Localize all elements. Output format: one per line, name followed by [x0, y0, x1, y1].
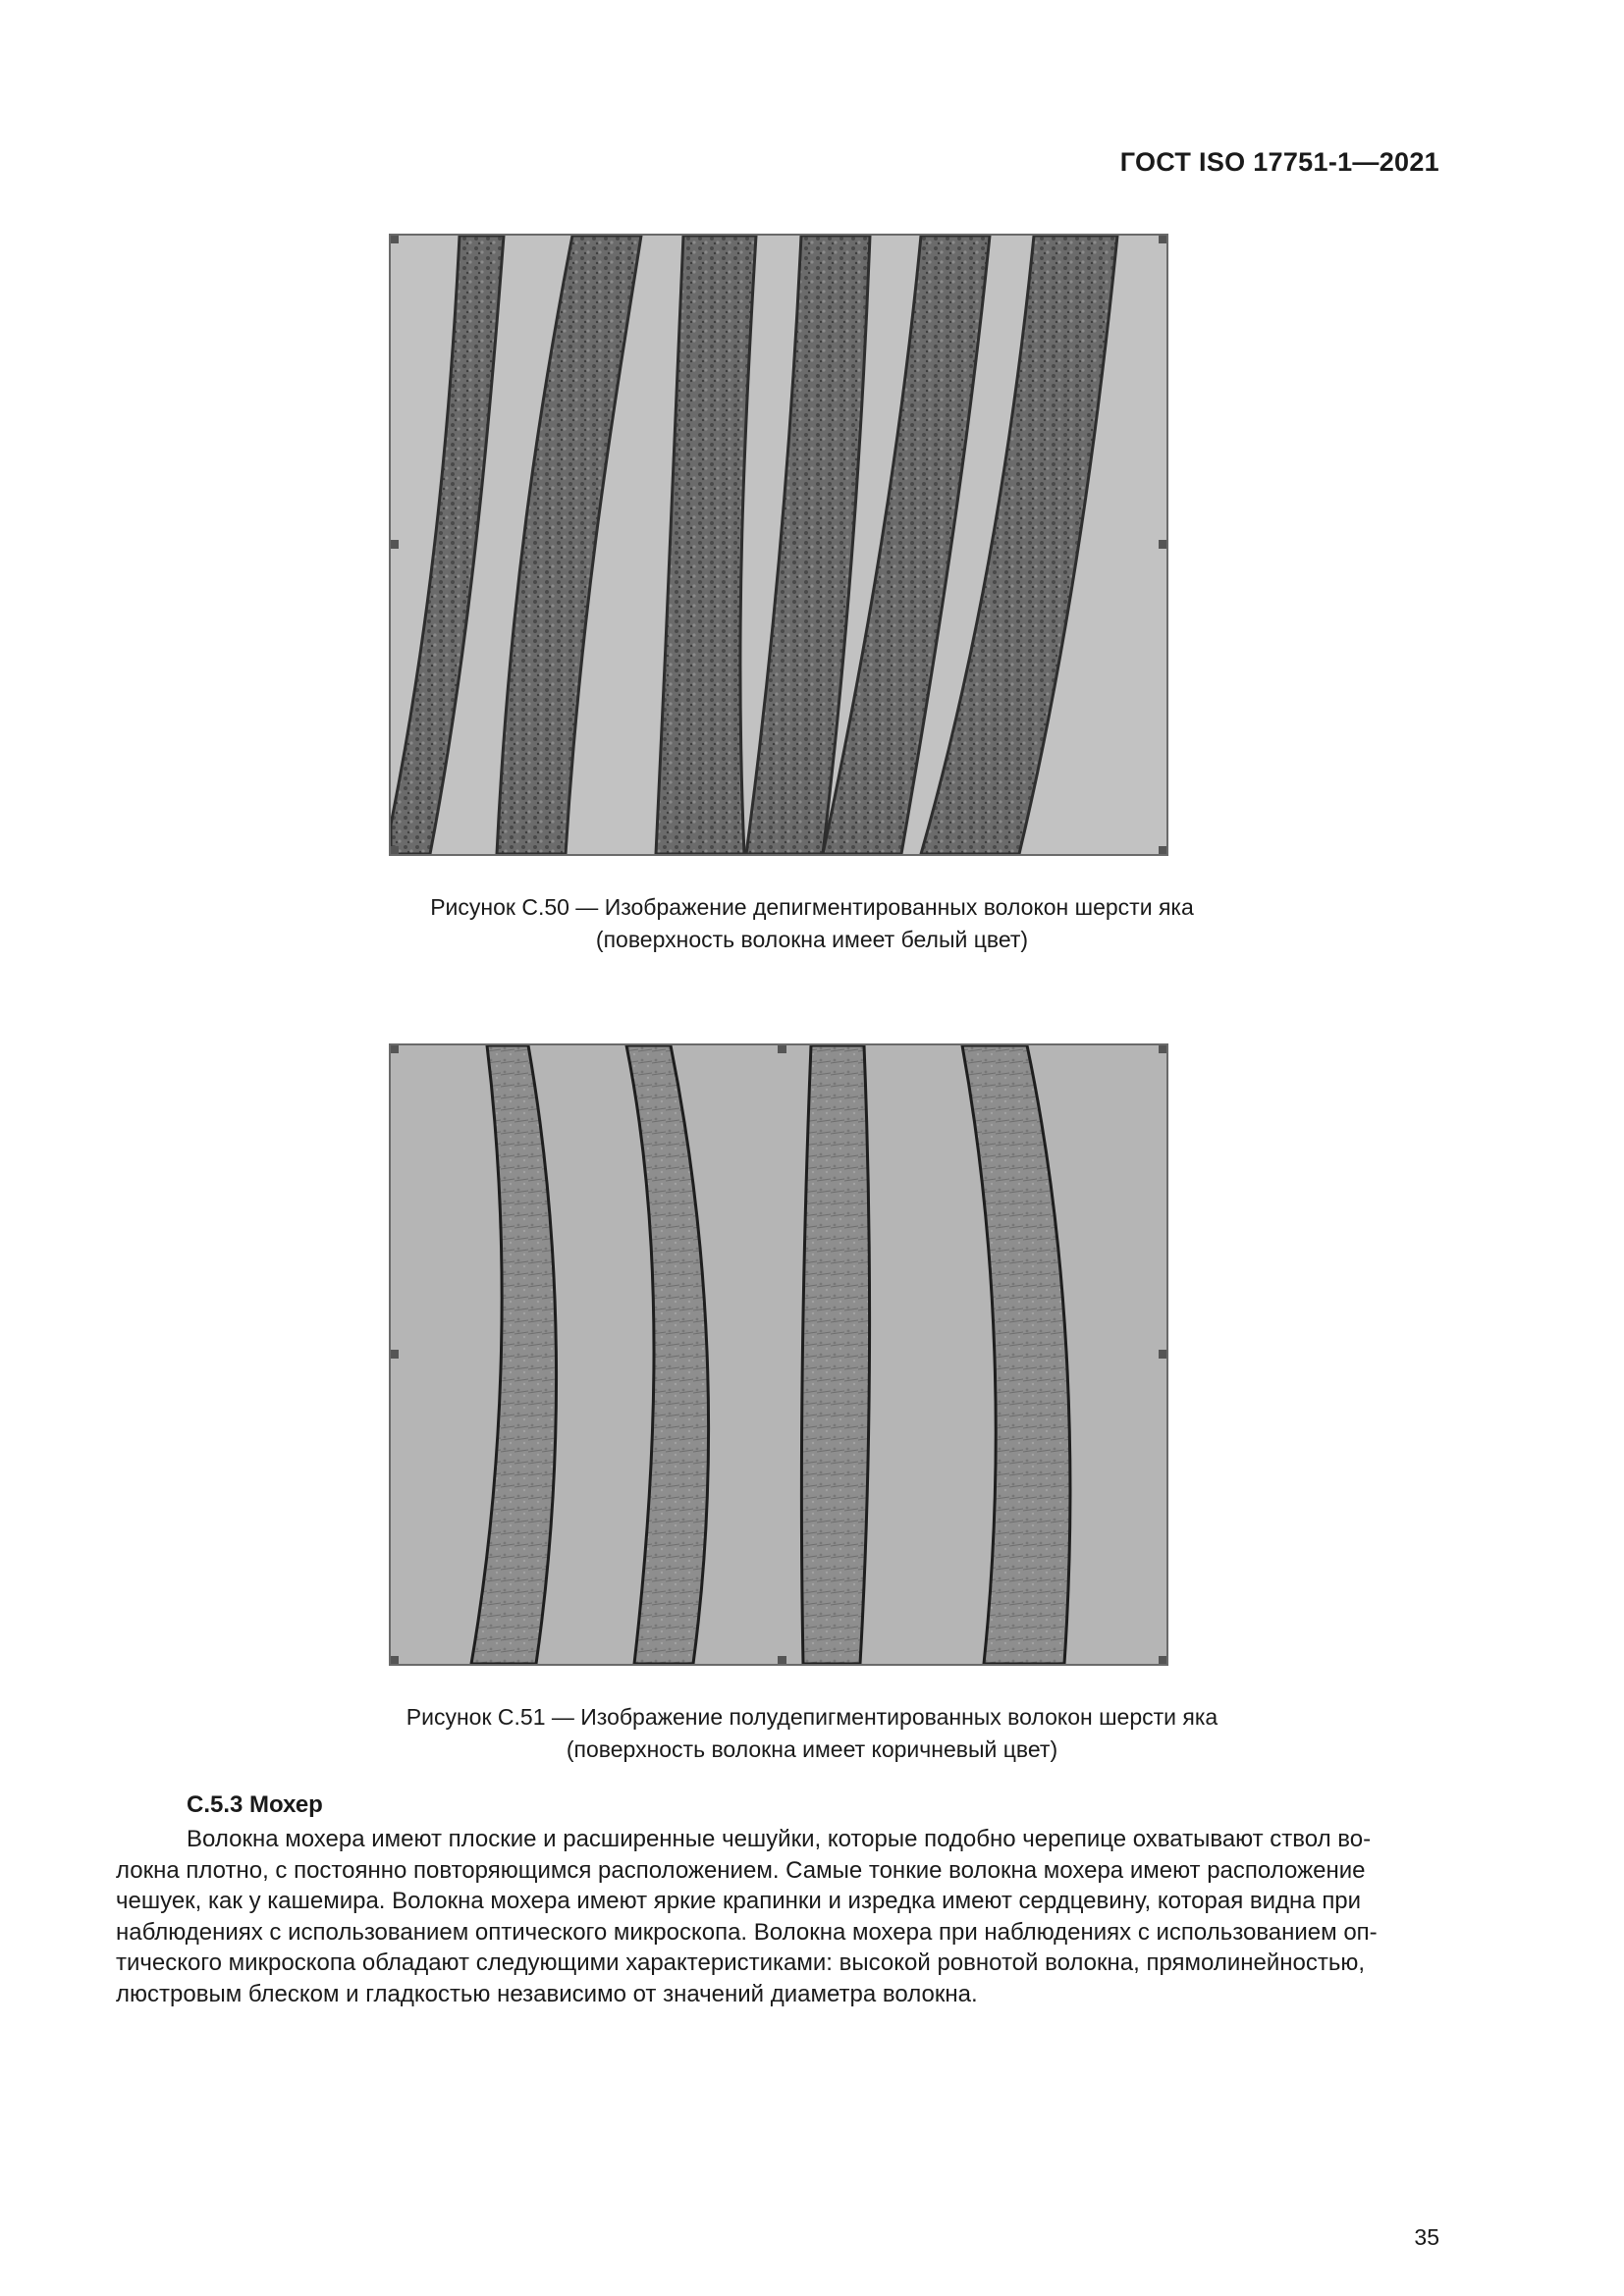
body-line: люстровым блеском и гладкостью независимо от значений диаметра волокна. [116, 1980, 978, 2007]
figure-c51-caption-line1: Рисунок С.51 — Изображение полудепигментированных волокон шерсти яка [406, 1704, 1218, 1730]
document-header: ГОСТ ISO 17751-1—2021 [1119, 147, 1439, 177]
body-line: наблюдениях с использованием оптического микроскопа. Волокна мохера при наблюдениях с использованием оп- [116, 1918, 1378, 1946]
body-line: тического микроскопа обладают следующими характеристиками: высокой ровнотой волокна, прямолинейностью, [116, 1949, 1366, 1976]
figure-c50-caption [0, 891, 1624, 956]
body-line: Волокна мохера имеют плоские и расширенные чешуйки, которые подобно черепице охватывают ствол во- [187, 1826, 1372, 1852]
yak-fibers-depigmented-image [391, 236, 1166, 854]
section-title-mohair: С.5.3 Мохер [187, 1791, 323, 1818]
body-line: чешуек, как у кашемира. Волокна мохера имеют яркие крапинки и изредка имеют сердцевину, которая видна при [116, 1888, 1362, 1914]
section-body-text [116, 1824, 1443, 2009]
figure-c50-micrograph [389, 234, 1168, 856]
figure-c50-caption-line1: Рисунок С.50 — Изображение депигментированных волокон шерсти яка [430, 894, 1194, 920]
page-number: 35 [1414, 2224, 1439, 2250]
figure-c51-caption [0, 1701, 1624, 1766]
yak-fibers-semi-depigmented-image [391, 1045, 1166, 1664]
body-line: локна плотно, с постоянно повторяющимся расположением. Самые тонкие волокна мохера имеют расположение [116, 1856, 1366, 1884]
figure-c50-caption-line2: (поверхность волокна имеет белый цвет) [595, 927, 1029, 952]
figure-c51-caption-line2: (поверхность волокна имеет коричневый цвет) [566, 1736, 1058, 1762]
figure-c51-micrograph [389, 1043, 1168, 1666]
